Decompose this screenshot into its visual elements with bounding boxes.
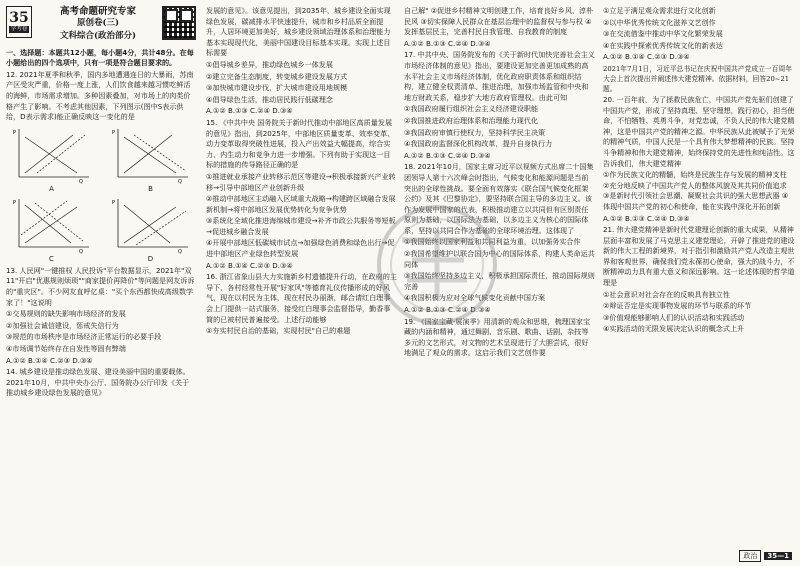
footer-page-number: 35—1 (764, 552, 792, 560)
option-line: ③我国始终坚持多边主义，积极承担国际责任，推动国际规则完善 (404, 271, 595, 291)
option-line: ③规范的市场秩序是市场经济正常运行的必要手段 (6, 332, 162, 342)
answer-choices: A.①② B.①④ C.②③ D.③④ (603, 52, 690, 62)
question-16-cont: 自己解" ②促进乡村精神文明创建工作，培育良好乡风、淳朴民风 ③切实保障人民群众在基层治理中的监督权与参与权 ④发挥基层民主，完善村民自我管理、自我教育的制度 (404, 6, 594, 37)
graph-a (6, 125, 97, 193)
question-16: 16. 浙江省象山县大力实施新乡村遗德提升行动，在政府的主导下，各村经常性开展"好家风"等德育礼仪传播形成的好风气，现在以村民为主体，现在村民办丽渐，邮合请红白理事会上门提供一站式服务，接受红白理事会监督指导，勤香事简的已被村民普遍接受。上述行动能够 (206, 272, 397, 324)
option-line: ④市场调节始终存在自发性等固有弊端 (6, 343, 126, 353)
paper-number: 35 (9, 10, 29, 26)
option-line: ①作为民族文化的精髓，始终是民族生存与发展的精神支柱 ②充分地反映了中国共产党人的整体风貌及其共同价值追求 ③是新时代引领社会思潮、凝聚社会共识的强大思想武器 ④体现中国共产党的初心和使命，能在实践中深化开拓创新 (603, 170, 789, 211)
option-line: ④实践活动的无限发展决定认识的概念式上升 (603, 324, 745, 334)
supply-demand-graphs (6, 125, 196, 263)
option-line: ①社会意识对社会存在的反映具有独立性 (603, 289, 730, 299)
answer-choices: A.①② B.①④ C.②③ D.③④ (6, 355, 93, 365)
question-20: 20. 一百年前，为了拯救民族危亡，中国共产党先驱们创建了中国共产党，形成了坚持真理、坚守理想，践行初心，担当使命，不怕牺牲、英勇斗争，对党忠诚，不负人民的伟大建党精神，这是中国共产党的精神之源。中华民族从此被赋予了光荣的精神气质，中国人民是一个具有伟大梦想精神的民族。坚持斗争精神和伟大建党精神，始终保持党的先进性和纯洁性。这告诉我们，伟大建党精神 (603, 94, 795, 168)
question-18: 18. 2021年10月，国家主席习近平以视频方式出席二十国集团领导人第十六次峰会时指出，气候变化和能源问题是当前突出的全球性挑战。要全面有效落实《联合国气候变化框架公约》及其《巴黎协定》，要坚持联合国主导的多边主义。该作为发展中国家的代表，积极推动建立以共同但有区别责任原则为基础，以国际法为基础，以多边主义为核心的国际体系，坚持以共同合作为基础的全球环境治理。这体现了 (404, 162, 594, 235)
option-line: ③系统化全域化推进海绵城市建设→补齐市政公共服务等短板→促进城乡融合发展 (206, 216, 396, 236)
option-line: ①推进就业承接产业转移示范区等建设→积极承接新兴产业转移→引导中部地区产业创新升级 (206, 171, 396, 192)
question-13: 13. 人民网"一键推权 人民投诉"平台数据显示，2021年"双11"开启"优惠规则烦琐""商家提价再降价"等问题是网友诉诉的"重灾区"。不少网友直呼亿桌："买个东西都快成高级数学家了！"这说明 (6, 265, 195, 307)
svg-text:Q: Q (78, 248, 83, 255)
column-2 (206, 6, 397, 338)
paper-subject: 文科综合(政治部分) (59, 31, 137, 41)
svg-text:P: P (111, 129, 115, 136)
option-line: ②以中华优秀传统文化滋养文艺创作 (603, 17, 716, 27)
option-line: ②加强社会诚信建设，惩戒失信行为 (6, 320, 119, 330)
graph-b (105, 125, 196, 193)
option-line: ④开展中部地区低碳城市试点→加强绿色消费和绿色出行→促进中部地区产业绿色转型发展 (206, 238, 395, 259)
answer-choices: A.①② B.①③ C.②④ D.③④ (404, 150, 491, 160)
option-line: ④在实践中探索优秀传统文化的新表达 (603, 40, 723, 50)
option-line: ④我国积极为应对全球气候变化贡献中国方案 (404, 293, 546, 303)
svg-text:P: P (111, 199, 115, 206)
section-instruction: 一、选择题：本题共12小题，每小题4分，共计48分。在每小题给出的四个选项中，只有一项是符合题目要求的。 (6, 47, 194, 68)
material-intro: 2021年7月1日，习近平总书记在庆祝中国共产党成立一百周年大会上首次提出并阐述伟大建党精神。依据材料，回答20~21题。 (603, 64, 793, 93)
option-line: ①立足于满足观众需求进行文化创新 (603, 6, 716, 15)
qr-code-icon (162, 6, 196, 40)
option-line: ①我国始终以国家利益和共同利益为重，以加强务实合作 (404, 237, 581, 247)
option-line: ②建立完备生态制度，转变城乡建设发展方式 (206, 71, 348, 81)
question-21: 21. 伟大建党精神是新时代党建理论创新的重大成果，从精神层面丰富和发展了马克思主义建党理论，开辟了推进党的建设新的伟大工程的新境界，对于指引和激励共产党人改造主观世界和客观世界，确保我们党永葆初心使命，强大的战斗力，不断精神动力具有重大意义和深远影响。这一论述体现的哲学道理是 (603, 225, 795, 288)
option-line: ①我国政府履行组织社会主义经济建设职能 (404, 104, 539, 114)
option-line: ④我国政府监督深化机构改革，提升自身执行力 (404, 139, 553, 149)
option-line: ②我国推进政府治理体系和治理能力现代化 (404, 115, 539, 125)
answer-choices: A.①② B.①④ C.②③ D.③④ (206, 260, 293, 270)
answer-choices: A.①② B.①③ C.②④ D.③④ (404, 305, 491, 315)
column-4 (603, 6, 795, 336)
graph-c (6, 195, 97, 263)
option-line: ③价值观能够影响人们的认识活动和实践活动 (603, 312, 745, 322)
option-line: ①夯实村民自治的基础，实现村民"自己的难题 (206, 326, 351, 336)
page-footer (739, 550, 792, 562)
svg-text:P: P (12, 199, 16, 206)
svg-text:P: P (12, 129, 16, 136)
column-1 (6, 6, 196, 400)
option-line: ③在交流借鉴中推动中华文化繁荣发展 (603, 29, 723, 39)
paper-tag: 学考卷 (10, 26, 28, 32)
paper-title: 高考命题研究专家 (59, 6, 136, 17)
graph-label-c: C (49, 254, 54, 263)
svg-text:Q: Q (177, 178, 182, 185)
question-14: 14. 城乡建设是推动绿色发展、建设美丽中国的重要载体。2021年10月，中共中央办公厅、国务院办公厅印发《关于推动城乡建设绿色发展的意见》 (6, 367, 190, 398)
footer-subject: 政治 (739, 550, 761, 562)
option-line: ②辩证否定是实现事物发展的环节与联系的环节 (603, 301, 752, 311)
svg-text:Q: Q (177, 248, 182, 255)
option-line: ③我国政府审慎行使权力，坚持科学民主决策 (404, 127, 546, 137)
paper-header (6, 6, 196, 45)
answer-choices: A.①② B.①③ C.②④ D.③④ (603, 213, 690, 223)
graph-label-b: B (148, 184, 153, 193)
answer-choices: A.①② B.①③ C.②④ D.③④ (206, 106, 293, 116)
question-15: 15. 《中共中央 国务院关于新时代推动中部地区高质量发展的意见》指出，到2025年，中部地区质量变革、效率变革、动力变革取得突破性进展，投入产出效益大幅提高，综合实力、内生动力和竞争力进一步增强。下列有助于实现这一目标的措施的传导路径正确的是 (206, 117, 395, 170)
column-3 (404, 6, 595, 360)
question-17: 17. 中共中央、国务院发布的《关于新时代加快完善社会主义市场经济体制的意见》指出，要建设更加完善更加成熟的高水平社会主义市场经济体制，优化政府职责体系和组织结构，建立健全权责清单、推进治理，加强市场监管和中央和地方财政关系，稳步扩大地方政府管理权。由此可知 (404, 50, 595, 102)
option-line: ④倡导绿色生活，推动居民践行低碳理念 (206, 94, 333, 104)
paper-number-box (6, 6, 32, 38)
svg-text:Q: Q (78, 178, 83, 185)
question-12: 12. 2021年夏季和秋季，国内多地遭遇连日的大暴雨，苏南产区受灾严重，价格一度上涨，人们饮食越来越习惯吃鲜活的海鲜，市场需求增加。多种因素叠加，对市场上的肉类价格产生了影响。不考虑其他因素，下列图示(图中S表示供给，D表示需求)能正确反映这一变化的是 (6, 69, 194, 122)
option-line: ③加快城市建设步伐，扩大城市建设用地规模 (206, 83, 348, 93)
graph-label-a: A (49, 184, 54, 193)
question-19: 19. 《国家宝藏·展演季》用清新的观众和思维，梳理国家宝藏的内涵和精神，通过舞剧、音乐剧、歌曲、话剧、杂技等多元的文艺形式，对文物的艺术呈现进行了大胆尝试，很好地满足了观众的需求。这启示我们文艺创作要 (404, 316, 591, 358)
paper-subtitle: 原创卷(三) (76, 18, 120, 28)
option-line: ②我国希望维护以联合国为中心的国际体系，构建人类命运共同体 (404, 249, 595, 269)
graph-d (105, 195, 196, 263)
answer-choices: A.①② B.①③ C.②④ D.③④ (404, 38, 491, 48)
option-line: ①倡导城乡差异，推动绿色城乡一体发展 (206, 59, 333, 69)
question-14-cont: 发展的意见》。该意见提出，到2035年，城乡建设全面实现绿色发展，碳减排水平快速提升，城市和乡村品质全面提升，人居环境更加美好，城乡建设领域治理体系和治理能力基本实现现代化，美丽中国建设目标基本实现。实现上述目标需要 (206, 6, 391, 58)
option-line: ①交易规则的缺失影响市场经济的发展 (6, 309, 126, 319)
graph-label-d: D (147, 254, 154, 263)
option-line: ②推动中部地区主动融入区域重大战略→构建跨区域融合发展新机制→将中部地区发展优势转化为竞争优势 (206, 194, 396, 214)
